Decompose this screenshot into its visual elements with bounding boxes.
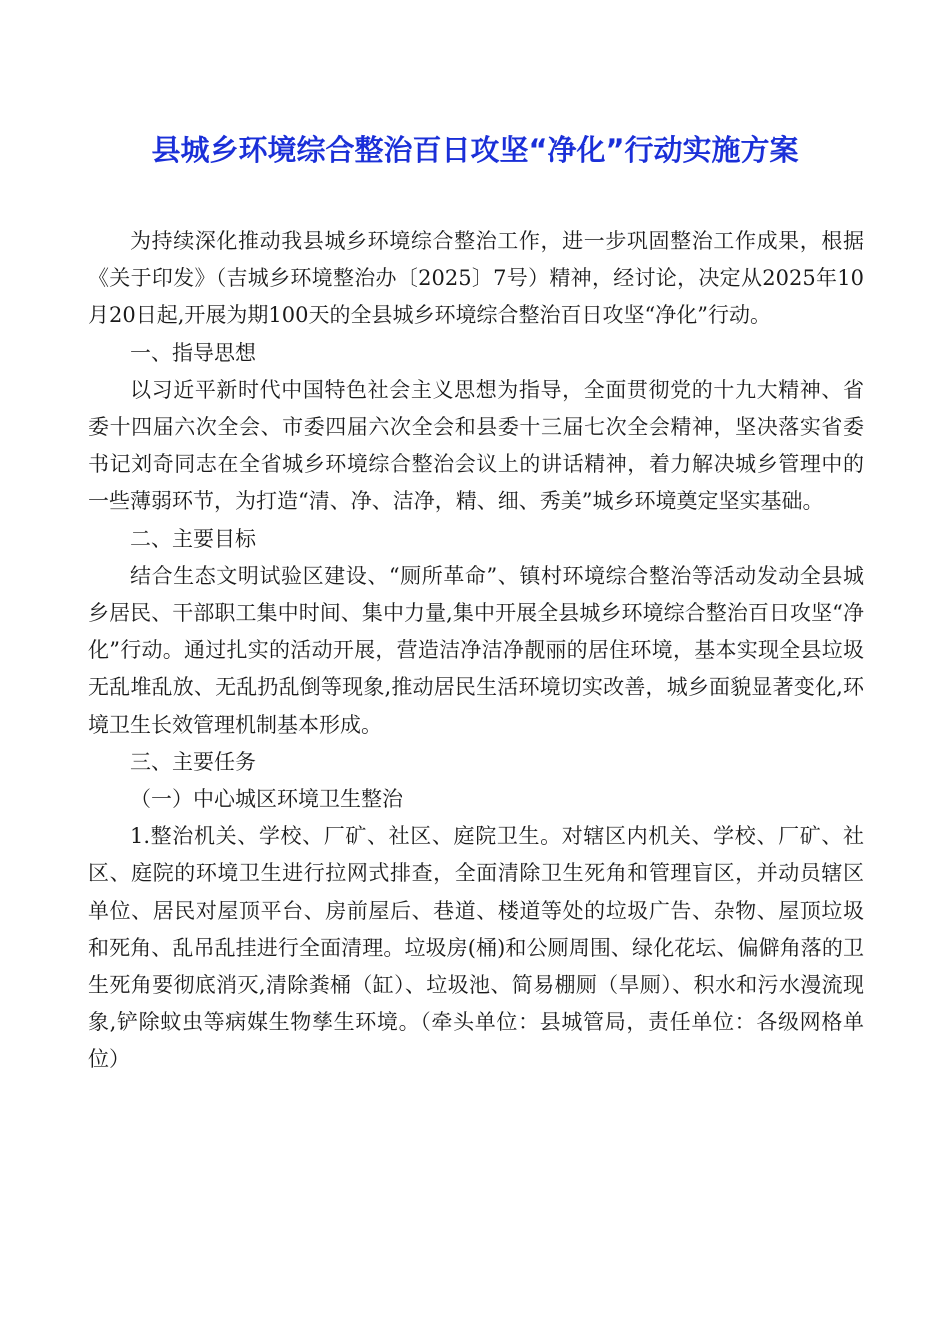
section-heading-main-goals: 二、主要目标 (130, 526, 256, 551)
task-item-paragraph: 1.整治机关、学校、厂矿、社区、庭院卫生。对辖区内机关、学校、厂矿、社区、庭院的环境卫生进行拉网式排查，全面清除卫生死角和管理盲区，并动员辖区单位、居民对屋顶平台、房前屋后、巷道、楼道等处的垃圾广告、杂物、屋顶垃圾和死角、乱吊乱挂进行全面清理。垃圾房(桶)和公厕周围、绿化花坛、偏僻角落的卫生死角要彻底消灭,清除粪桶（缸）、垃圾池、简易棚厕（旱厕）、积水和污水漫流现象,铲除蚊虫等病媒生物孳生环境。（牵头单位：县城管局，责任单位：各级网格单位） (88, 824, 864, 1072)
document-title: 县城乡环境综合整治百日攻坚“净化”行动实施方案 (151, 133, 799, 167)
main-goals-paragraph: 结合生态文明试验区建设、“厕所革命”、镇村环境综合整治等活动发动全县城乡居民、干部职工集中时间、集中力量,集中开展全县城乡环境综合整治百日攻坚“净化”行动。通过扎实的活动开展，营造洁净洁净靓丽的居住环境，基本实现全县垃圾无乱堆乱放、无乱扔乱倒等现象,推动居民生活环境切实改善，城乡面貌显著变化,环境卫生长效管理机制基本形成。 (88, 563, 864, 737)
section-heading-main-tasks: 三、主要任务 (130, 749, 256, 774)
document-body (88, 223, 864, 1079)
intro-paragraph: 为持续深化推动我县城乡环境综合整治工作，进一步巩固整治工作成果，根据《关于印发》（吉城乡环境整治办〔2025〕7号）精神，经讨论，决定从2025年10月20日起,开展为期100天的全县城乡环境综合整治百日攻坚“净化”行动。 (88, 229, 864, 328)
subsection-heading-urban-sanitation: （一）中心城区环境卫生整治 (130, 787, 403, 812)
guiding-ideology-paragraph: 以习近平新时代中国特色社会主义思想为指导，全面贯彻党的十九大精神、省委十四届六次全会、市委四届六次全会和县委十三届七次全会精神，坚决落实省委书记刘奇同志在全省城乡环境综合整治会议上的讲话精神，着力解决城乡管理中的一些薄弱环节，为打造“清、净、洁净，精、细、秀美”城乡环境奠定坚实基础。 (88, 377, 864, 514)
section-heading-guiding-ideology: 一、指导思想 (130, 340, 256, 365)
